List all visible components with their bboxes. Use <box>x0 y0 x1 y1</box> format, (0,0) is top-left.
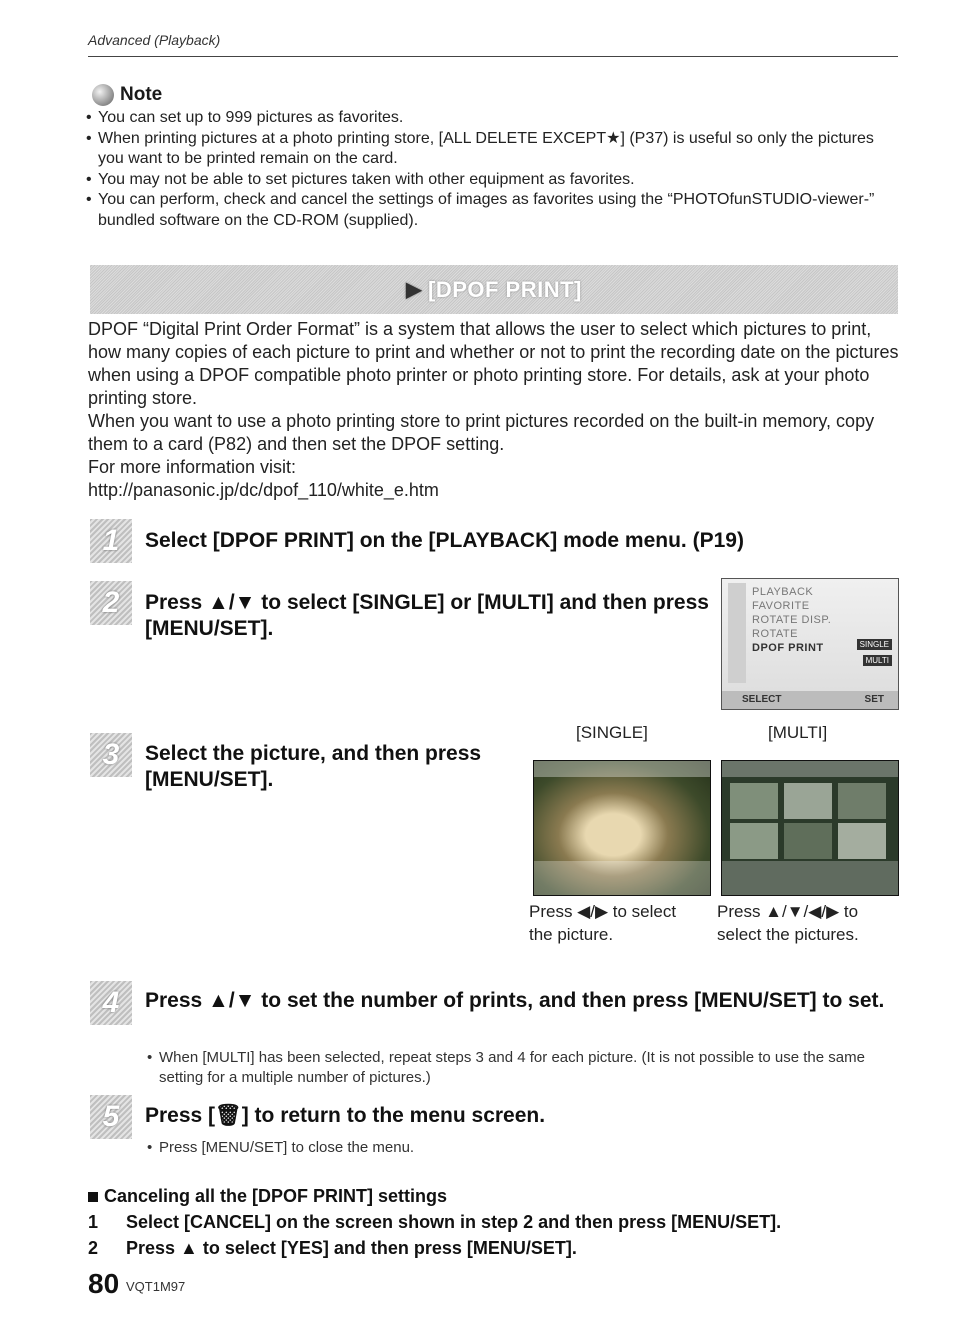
step-4-title: Press ▲/▼ to set the number of prints, and then press [MENU/SET] to set. <box>145 989 885 1012</box>
thumbnail <box>784 783 832 819</box>
thumbnail <box>838 783 886 819</box>
multi-caption: Press ▲/▼/◀/▶ to select the pictures. <box>717 902 859 944</box>
multi-screen-bottombar <box>722 861 898 895</box>
step-4-note-item: • When [MULTI] has been selected, repeat steps 3 and 4 for each picture. (It is not possible to use the same setting for a multiple number of pictures.) <box>147 1048 867 1088</box>
section-banner <box>90 265 898 314</box>
page-number: 80 <box>88 1268 120 1299</box>
note-item: • You may not be able to set pictures taken with other equipment as favorites. <box>86 170 898 191</box>
step-1-title: Select [DPOF PRINT] on the [PLAYBACK] mode menu. (P19) <box>145 529 744 552</box>
step-number-4: 4 <box>90 981 132 1025</box>
step-5-note <box>147 1138 867 1158</box>
cancel-heading <box>88 1186 447 1207</box>
model-code: VQT1M97 <box>126 1279 186 1294</box>
menu-line: ROTATE <box>752 628 798 640</box>
menu-screen-image <box>721 578 899 710</box>
menu-line: ROTATE DISP. <box>752 614 832 626</box>
menu-tab-strip <box>728 583 746 683</box>
menu-footer-left: SELECT <box>742 694 782 705</box>
step-number-3: 3 <box>90 733 132 777</box>
note-heading <box>92 84 162 106</box>
menu-footer-bar <box>722 691 898 709</box>
step-number-2: 2 <box>90 581 132 625</box>
cancel-step-1 <box>88 1212 898 1233</box>
note-list <box>86 108 898 232</box>
step-number-5: 5 <box>90 1095 132 1139</box>
single-caption: Press ◀/▶ to select the picture. <box>529 902 677 944</box>
step-number-1: 1 <box>90 519 132 563</box>
cancel-step-2 <box>88 1238 898 1259</box>
cancel-step-2-text: Press ▲ to select [YES] and then press [MENU/SET]. <box>126 1238 577 1258</box>
cancel-step-1-text: Select [CANCEL] on the screen shown in step 2 and then press [MENU/SET]. <box>126 1212 782 1232</box>
banner-title: [DPOF PRINT] <box>428 276 582 302</box>
menu-tag-multi: MULTI <box>863 655 892 666</box>
cancel-step-number: 2 <box>88 1238 99 1258</box>
single-screen-topbar <box>534 761 710 777</box>
single-screen-bottombar <box>534 861 710 895</box>
multi-screen-topbar <box>722 761 898 777</box>
note-item: • When printing pictures at a photo printing store, [ALL DELETE EXCEPT★] (P37) is useful so only the pictures you want to be printed remain on the card. <box>86 129 898 170</box>
header-rule <box>88 56 898 57</box>
note-item: • You can set up to 999 pictures as favorites. <box>86 108 898 129</box>
multi-screen-image <box>721 760 899 896</box>
cancel-heading-text: Canceling all the [DPOF PRINT] settings <box>104 1186 448 1206</box>
menu-line-selected: DPOF PRINT <box>752 642 824 654</box>
dpof-print-icon: ▶ <box>406 279 422 301</box>
intro-paragraph: For more information visit: <box>88 457 297 477</box>
note-icon <box>92 84 114 106</box>
step-4-note <box>147 1048 867 1088</box>
cancel-step-number: 1 <box>88 1212 99 1232</box>
single-screen-image <box>533 760 711 896</box>
section-header: Advanced (Playback) <box>88 32 221 48</box>
multi-label: [MULTI] <box>768 723 828 742</box>
step-5-note-item: • Press [MENU/SET] to close the menu. <box>147 1138 867 1158</box>
step-5-title: Press [🗑] to return to the menu screen. <box>145 1104 546 1127</box>
square-bullet-icon <box>88 1192 98 1202</box>
single-label: [SINGLE] <box>576 723 648 742</box>
menu-line: PLAYBACK <box>752 586 814 598</box>
thumbnail <box>838 823 886 859</box>
step-2-title: Press ▲/▼ to select [SINGLE] or [MULTI] and then press [MENU/SET]. <box>145 591 709 640</box>
thumbnail <box>784 823 832 859</box>
thumbnail <box>730 783 778 819</box>
intro-url: http://panasonic.jp/dc/dpof_110/white_e.htm <box>88 480 439 500</box>
intro-text <box>88 318 900 502</box>
menu-footer-right: SET <box>864 694 884 705</box>
step-3-title: Select the picture, and then press [MENU/SET]. <box>145 742 482 791</box>
note-title: Note <box>120 84 163 105</box>
note-item: • You can perform, check and cancel the settings of images as favorites using the “PHOTOfunSTUDIO-viewer-” bundled software on the CD-ROM (supplied). <box>86 190 898 231</box>
intro-paragraph: When you want to use a photo printing store to print pictures recorded on the built-in memory, copy them to a card (P82) and then set the DPOF setting. <box>88 411 875 454</box>
menu-tag-single: SINGLE <box>857 639 892 650</box>
thumbnail <box>730 823 778 859</box>
menu-line: FAVORITE <box>752 600 810 612</box>
intro-paragraph: DPOF “Digital Print Order Format” is a system that allows the user to select which pictures to print, how many copies of each picture to print and whether or not to print the recording date on the pictures when using a DPOF compatible photo printer or photo printing store. For details, ask at your photo printing store. <box>88 319 899 408</box>
